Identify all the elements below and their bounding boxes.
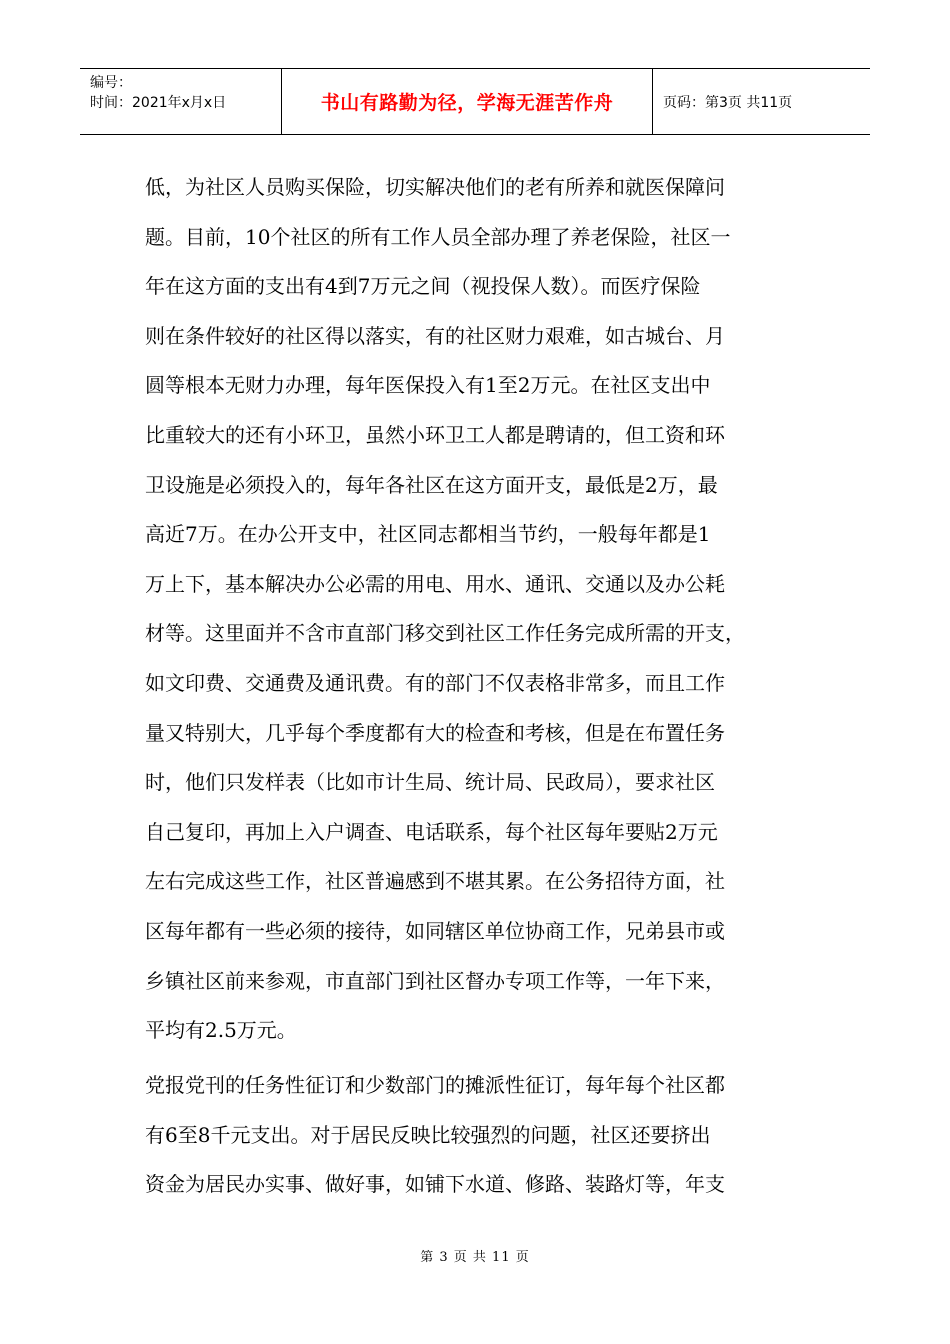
text-line: 则在条件较好的社区得以落实，有的社区财力艰难，如古城台、月 <box>145 323 725 348</box>
text-line: 有6至8千元支出。对于居民反映比较强烈的问题，社区还要挤出 <box>145 1122 711 1147</box>
text-line: 区每年都有一些必须的接待，如同辖区单位协商工作，兄弟县市或 <box>145 918 725 943</box>
text-line: 左右完成这些工作，社区普遍感到不堪其累。在公务招待方面，社 <box>145 869 725 894</box>
text-line: 平均有2.5万元。 <box>145 1018 297 1043</box>
text-line: 乡镇社区前来参观，市直部门到社区督办专项工作等，一年下来， <box>145 968 725 993</box>
document-number-label: 编号： <box>90 75 132 91</box>
body-paragraph-2 <box>145 1061 815 1210</box>
header-page-info: 页码：第3页 共11页 <box>663 94 793 111</box>
document-header <box>80 68 870 135</box>
document-date: 时间：2021年x月x日 <box>90 95 227 111</box>
text-line: 党报党刊的任务性征订和少数部门的摊派性征订，每年每个社区都 <box>145 1073 725 1097</box>
text-line: 如文印费、交通费及通讯费。有的部门不仅表格非常多，而且工作 <box>145 670 725 695</box>
text-line: 题。目前，10个社区的所有工作人员全部办理了养老保险，社区一 <box>145 224 731 249</box>
header-motto: 书山有路勤为径，学海无涯苦作舟 <box>282 69 653 134</box>
text-line: 材等。这里面并不含市直部门移交到社区工作任务完成所需的开支， <box>145 621 745 646</box>
text-line: 自己复印，再加上入户调查、电话联系，每个社区每年要贴2万元 <box>145 819 718 844</box>
text-line: 万上下，基本解决办公必需的用电、用水、通讯、交通以及办公耗 <box>145 571 725 596</box>
text-line: 圆等根本无财力办理，每年医保投入有1至2万元。在社区支出中 <box>145 373 711 398</box>
text-line: 资金为居民办实事、做好事，如铺下水道、修路、装路灯等，年支 <box>145 1172 725 1197</box>
text-line: 年在这方面的支出有4到7万元之间（视投保人数）。而医疗保险 <box>145 274 701 299</box>
page-number-footer: 第 3 页 共 11 页 <box>420 1250 530 1265</box>
text-line: 高近7万。在办公开支中，社区同志都相当节约，一般每年都是1 <box>145 522 711 547</box>
body-paragraph-1 <box>145 163 815 1056</box>
header-meta <box>80 69 282 134</box>
text-line: 比重较大的还有小环卫，虽然小环卫工人都是聘请的，但工资和环 <box>145 422 725 447</box>
text-line: 低，为社区人员购买保险，切实解决他们的老有所养和就医保障问 <box>145 175 725 199</box>
text-line: 量又特别大，几乎每个季度都有大的检查和考核，但是在布置任务 <box>145 720 725 745</box>
text-line: 卫设施是必须投入的，每年各社区在这方面开支，最低是2万，最 <box>145 472 718 497</box>
text-line: 时，他们只发样表（比如市计生局、统计局、民政局），要求社区 <box>145 770 715 795</box>
